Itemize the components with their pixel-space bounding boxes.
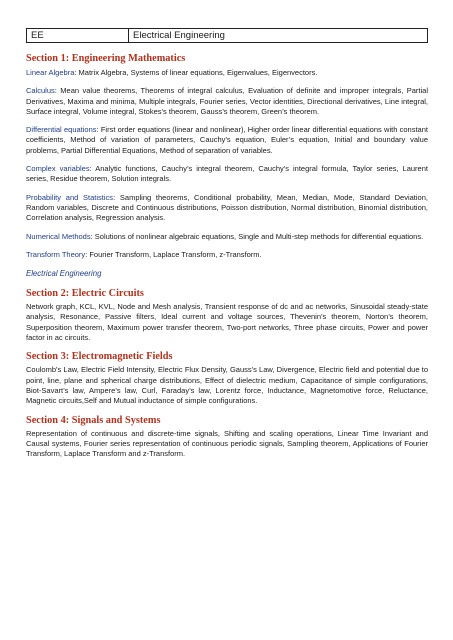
section-4-title: Section 4: Signals and Systems: [26, 414, 161, 426]
section-2-text: Network graph, KCL, KVL, Node and Mesh analysis, Transient response of dc and ac networks, Sinusoidal steady-state analysis, Resonance, Passive filters, Ideal current and voltage sources, Thevenin’s theorem, Norton’s theorem, Superposition theorem, Maximum power transfer theorem, Two-port networks, Three phase circuits, Power and power factor in ac circuits.: [26, 302, 428, 343]
section-3-title: Section 3: Electromagnetic Fields: [26, 351, 173, 363]
subject-label: Electrical Engineering: [26, 269, 102, 279]
topic-text: : Mean value theorems, Theorems of integral calculus, Evaluation of definite and improper integrals, Partial Derivatives, Maxima and minima, Multiple integrals, Fourier series, Vector identities, Directional derivatives, Line integral, Surface integral, Volume integral, Stokes’s theorem, Gauss’s theorem, Green’s theorem.: [26, 86, 428, 116]
topic-term: Probability and Statistics: [26, 192, 114, 202]
topic-term: Numerical Methods: [26, 231, 91, 241]
topic-text: : Analytic functions, Cauchy’s integral theorem, Cauchy’s integral formula, Taylor series, Laurent series, Residue theorem, Solution integrals.: [26, 164, 428, 184]
topic-text: : Matrix Algebra, Systems of linear equations, Eigenvalues, Eigenvectors.: [74, 68, 318, 77]
topic-calculus: [26, 86, 428, 117]
header-table: [26, 28, 428, 43]
topic-transform-theory: [26, 250, 428, 260]
topic-numerical-methods: [26, 232, 428, 242]
section-3-text: Coulomb's Law, Electric Field Intensity, Electric Flux Density, Gauss's Law, Divergence, Electric field and potential due to point, line, plane and spherical charge distributions, Effect of dielectric medium, Capacitance of simple configurations, Biot-Savart’s law, Ampere’s law, Curl, Faraday’s law, Lorentz force, Inductance, Magnetomotive force, Reluctance, Magnetic circuits,Self and Mutual inductance of simple configurations.: [26, 365, 428, 406]
topic-term: Complex variables: [26, 164, 90, 174]
topic-differential-equations: [26, 125, 428, 156]
topic-term: Calculus: [26, 86, 55, 96]
topic-text: : Solutions of nonlinear algebraic equations, Single and Multi-step methods for differential equations.: [90, 231, 424, 241]
section-2-title: Section 2: Electric Circuits: [26, 288, 144, 300]
topic-linear-algebra: [26, 68, 428, 78]
header-code: EE: [27, 29, 129, 42]
topic-text: : Sampling theorems, Conditional probability, Mean, Median, Mode, Standard Deviation, Random variables, Discrete and Continuous distributions, Poisson distribution, Normal distribution, Binomial distribution, Correlation analysis, Regression analysis.: [26, 192, 428, 223]
topic-text: : First order equations (linear and nonlinear), Higher order linear differential equations with constant coefficients, Method of variation of parameters, Cauchy’s equation, Euler’s equation, Initial and boundary value problems, Partial Differential Equations, Method of separation of variables.: [26, 125, 428, 155]
topic-complex-variables: [26, 164, 428, 185]
section-4-text: Representation of continuous and discrete-time signals, Shifting and scaling operations, Linear Time Invariant and Causal systems, Fourier series representation of continuous periodic signals, Sampling theorem, Applications of Fourier Transform, Laplace Transform and z-Transform.: [26, 428, 428, 459]
topic-term: Transform Theory: [26, 249, 86, 259]
topic-term: Differential equations: [26, 125, 97, 135]
header-title: Electrical Engineering: [133, 30, 225, 41]
topic-text: : Fourier Transform, Laplace Transform, z-Transform.: [85, 249, 262, 259]
topic-term: Linear Algebra: [26, 68, 75, 77]
section-1-title: Section 1: Engineering Mathematics: [26, 53, 186, 64]
topic-probability-statistics: [26, 193, 428, 224]
syllabus-page: [26, 28, 428, 459]
